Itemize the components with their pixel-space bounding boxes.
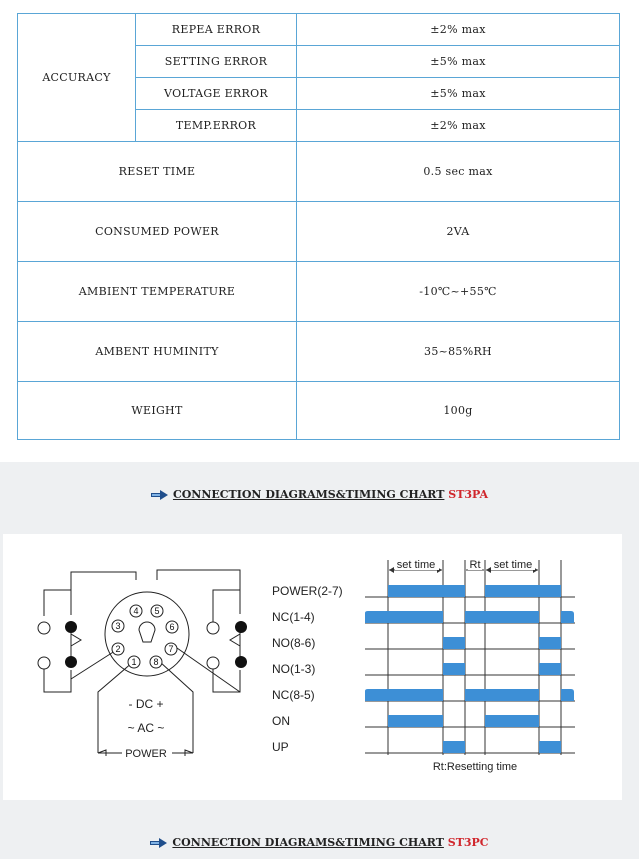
contact-open <box>38 657 50 669</box>
pin-label: 8 <box>153 657 159 667</box>
signal-label: NO(1-3) <box>272 662 316 676</box>
spec-value: 0.5 sec max <box>297 142 620 202</box>
section-title: CONNECTION DIAGRAMS&TIMING CHART <box>172 488 445 501</box>
arrow-icon <box>150 838 170 848</box>
spec-name: SETTING ERROR <box>136 46 297 78</box>
rt-label: Rt <box>469 559 481 571</box>
contact-closed <box>65 656 77 668</box>
pin-label: 4 <box>133 606 139 616</box>
section-heading-st3pc <box>0 836 639 849</box>
spec-name: CONSUMED POWER <box>18 202 297 262</box>
set-time-label: set time <box>493 559 533 571</box>
accuracy-label: ACCURACY <box>18 14 136 142</box>
pin-label: 3 <box>115 621 121 631</box>
table-row <box>18 142 620 202</box>
spec-value: 2VA <box>297 202 620 262</box>
signal-label: POWER(2-7) <box>272 584 343 598</box>
table-row <box>18 382 620 440</box>
spec-name: WEIGHT <box>18 382 297 440</box>
model-name: ST3PC <box>447 836 489 849</box>
spec-table <box>17 13 620 440</box>
contact-open <box>207 622 219 634</box>
pin-label: 7 <box>168 644 174 654</box>
power-label: POWER <box>125 748 167 760</box>
spec-name: AMBIENT TEMPERATURE <box>18 262 297 322</box>
spec-name: RESET TIME <box>18 142 297 202</box>
table-row <box>18 262 620 322</box>
footnote: Rt:Resetting time <box>432 761 518 773</box>
signal-label: NO(8-6) <box>272 636 316 650</box>
timing-pulses <box>365 585 574 753</box>
spec-value: 100g <box>297 382 620 440</box>
spec-value: ±2% max <box>297 14 620 46</box>
spec-name: TEMP.ERROR <box>136 110 297 142</box>
spec-value: ±5% max <box>297 46 620 78</box>
signal-label: ON <box>272 714 290 728</box>
signal-label: NC(8-5) <box>272 688 315 702</box>
contact-closed <box>235 656 247 668</box>
signal-label: UP <box>272 740 289 754</box>
contact-closed <box>235 621 247 633</box>
ac-label: ~ AC ~ <box>127 721 165 735</box>
model-name: ST3PA <box>448 488 489 501</box>
timing-chart <box>272 559 575 773</box>
spec-name: VOLTAGE ERROR <box>136 78 297 110</box>
pin-label: 6 <box>169 622 175 632</box>
diagram-panel <box>3 534 622 800</box>
spec-value: 35~85%RH <box>297 322 620 382</box>
connection-diagram <box>3 534 622 800</box>
pin-label: 1 <box>131 657 137 667</box>
spec-value: ±2% max <box>297 110 620 142</box>
spec-name: REPEA ERROR <box>136 14 297 46</box>
pin-label: 2 <box>115 644 121 654</box>
pin-label: 5 <box>154 606 160 616</box>
arrow-icon <box>151 490 171 500</box>
spec-value: ±5% max <box>297 78 620 110</box>
spec-name: AMBENT HUMINITY <box>18 322 297 382</box>
spec-value: -10℃~+55℃ <box>297 262 620 322</box>
section-title: CONNECTION DIAGRAMS&TIMING CHART <box>172 836 444 849</box>
table-row <box>18 14 620 46</box>
dc-label: - DC + <box>128 697 164 711</box>
contact-open <box>207 657 219 669</box>
table-row <box>18 202 620 262</box>
signal-label: NC(1-4) <box>272 610 315 624</box>
set-time-label: set time <box>396 559 436 571</box>
contact-closed <box>65 621 77 633</box>
contact-open <box>38 622 50 634</box>
section-heading-st3pa <box>0 488 639 501</box>
table-row <box>18 322 620 382</box>
